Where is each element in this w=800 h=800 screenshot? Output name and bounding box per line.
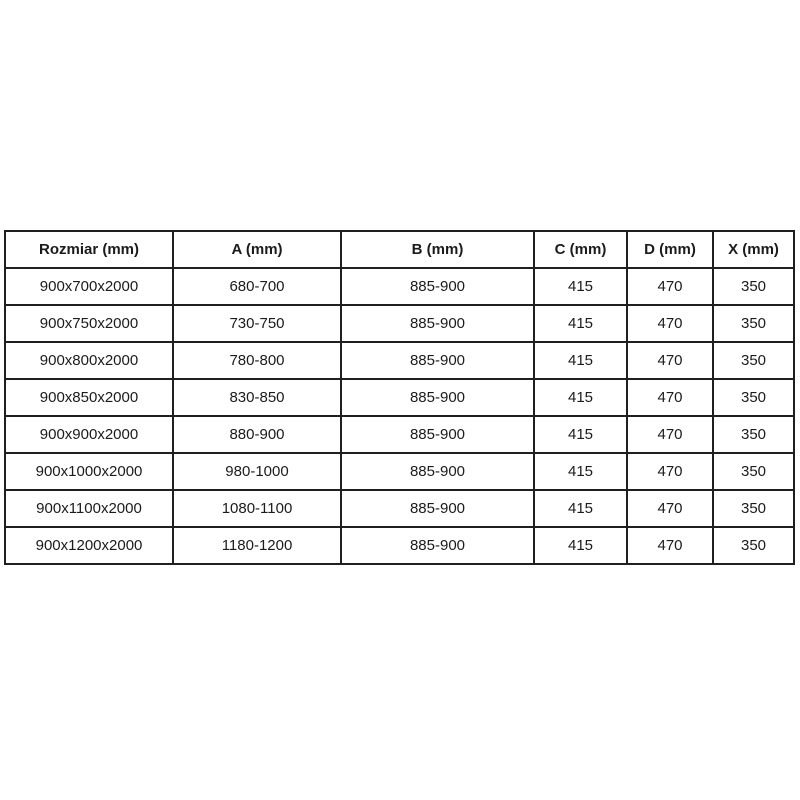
table-cell: 885-900 xyxy=(341,416,534,453)
table-cell: 350 xyxy=(713,453,794,490)
table-row xyxy=(5,453,794,490)
table-cell: 350 xyxy=(713,305,794,342)
column-header-x: X (mm) xyxy=(713,231,794,268)
table-row xyxy=(5,416,794,453)
table-cell: 350 xyxy=(713,490,794,527)
table-cell: 350 xyxy=(713,416,794,453)
table-cell: 680-700 xyxy=(173,268,341,305)
table-cell: 900x700x2000 xyxy=(5,268,173,305)
column-header-a: A (mm) xyxy=(173,231,341,268)
table-row xyxy=(5,268,794,305)
table-row xyxy=(5,379,794,416)
table-cell: 470 xyxy=(627,416,713,453)
table-cell: 885-900 xyxy=(341,342,534,379)
table-cell: 470 xyxy=(627,342,713,379)
table-cell: 830-850 xyxy=(173,379,341,416)
column-header-d: D (mm) xyxy=(627,231,713,268)
table-cell: 470 xyxy=(627,490,713,527)
table-row xyxy=(5,305,794,342)
table-cell: 470 xyxy=(627,305,713,342)
dimensions-table xyxy=(4,230,795,565)
table-row xyxy=(5,490,794,527)
table-cell: 350 xyxy=(713,268,794,305)
table-cell: 415 xyxy=(534,416,627,453)
table-cell: 885-900 xyxy=(341,268,534,305)
table-header-row xyxy=(5,231,794,268)
table-cell: 350 xyxy=(713,379,794,416)
table-cell: 415 xyxy=(534,268,627,305)
table-cell: 900x800x2000 xyxy=(5,342,173,379)
table-cell: 350 xyxy=(713,342,794,379)
table-cell: 900x1100x2000 xyxy=(5,490,173,527)
table-cell: 470 xyxy=(627,268,713,305)
table-cell: 470 xyxy=(627,379,713,416)
table-cell: 350 xyxy=(713,527,794,564)
table-cell: 415 xyxy=(534,342,627,379)
table-cell: 1180-1200 xyxy=(173,527,341,564)
table-cell: 415 xyxy=(534,527,627,564)
column-header-rozmiar: Rozmiar (mm) xyxy=(5,231,173,268)
table-cell: 900x1000x2000 xyxy=(5,453,173,490)
table-row xyxy=(5,342,794,379)
table-cell: 900x750x2000 xyxy=(5,305,173,342)
table-cell: 470 xyxy=(627,453,713,490)
table-cell: 980-1000 xyxy=(173,453,341,490)
table-cell: 415 xyxy=(534,305,627,342)
column-header-b: B (mm) xyxy=(341,231,534,268)
table-cell: 880-900 xyxy=(173,416,341,453)
table-cell: 885-900 xyxy=(341,305,534,342)
table-cell: 900x1200x2000 xyxy=(5,527,173,564)
table-cell: 415 xyxy=(534,379,627,416)
table-cell: 885-900 xyxy=(341,527,534,564)
table-cell: 885-900 xyxy=(341,379,534,416)
table-cell: 415 xyxy=(534,490,627,527)
table-cell: 900x850x2000 xyxy=(5,379,173,416)
table-row xyxy=(5,527,794,564)
table-cell: 1080-1100 xyxy=(173,490,341,527)
table-cell: 415 xyxy=(534,453,627,490)
table-cell: 900x900x2000 xyxy=(5,416,173,453)
column-header-c: C (mm) xyxy=(534,231,627,268)
table-cell: 885-900 xyxy=(341,453,534,490)
table-cell: 885-900 xyxy=(341,490,534,527)
table-cell: 780-800 xyxy=(173,342,341,379)
table-cell: 470 xyxy=(627,527,713,564)
table-cell: 730-750 xyxy=(173,305,341,342)
